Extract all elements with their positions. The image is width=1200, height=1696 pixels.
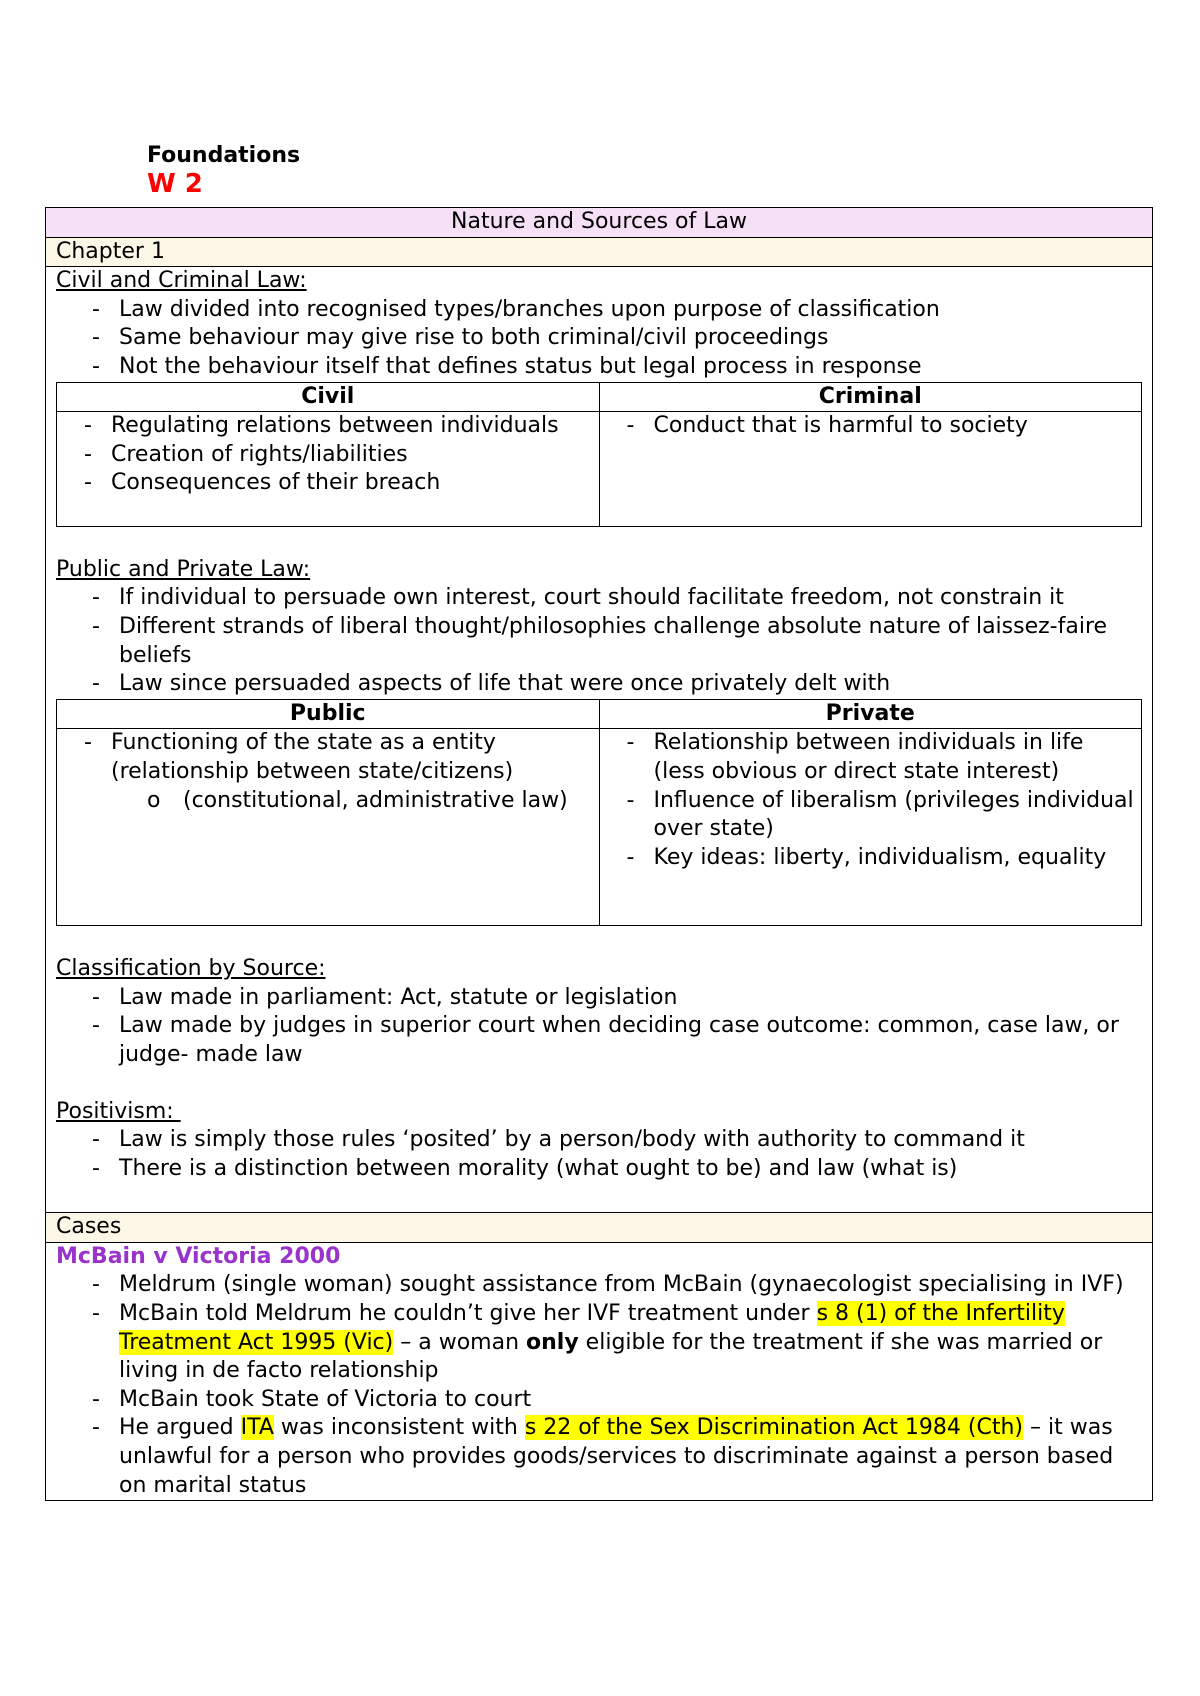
list-item: - Law since persuaded aspects of life that were once privately delt with <box>56 670 1142 699</box>
list-item: - Creation of rights/liabilities <box>62 441 594 470</box>
classification-points <box>56 984 1142 1070</box>
list-item: - Key ideas: liberty, individualism, equality <box>605 844 1137 873</box>
civil-criminal-points <box>56 296 1142 382</box>
page-header <box>147 143 300 199</box>
highlighted-citation: s 22 of the Sex Discrimination Act 1984 (Cth) <box>524 1415 1024 1441</box>
chapter-label: Chapter 1 <box>46 237 1153 267</box>
week-label: W 2 <box>147 169 203 199</box>
public-point: Functioning of the state as a entity (relationship between state/citizens) <box>111 730 514 784</box>
public-private-points <box>56 584 1142 698</box>
civil-cell <box>57 412 600 527</box>
private-cell <box>599 729 1142 926</box>
list-item <box>62 729 594 815</box>
list-item: - Law made by judges in superior court when deciding case outcome: common, case law, or judge- made law <box>56 1012 1142 1069</box>
list-item: - If individual to persuade own interest, court should facilitate freedom, not constrain it <box>56 584 1142 613</box>
list-item: - Regulating relations between individuals <box>62 412 594 441</box>
criminal-cell <box>599 412 1142 527</box>
case-points <box>56 1271 1142 1500</box>
public-cell <box>57 729 600 926</box>
criminal-header: Criminal <box>599 382 1142 412</box>
chapter-content <box>46 267 1153 1213</box>
list-item: - Meldrum (single woman) sought assistance from McBain (gynaecologist specialising in IVF) <box>56 1271 1142 1300</box>
list-item: - Consequences of their breach <box>62 469 594 498</box>
list-item: - Law divided into recognised types/branches upon purpose of classification <box>56 296 1142 325</box>
text-run: eligible for the treatment if she was married or living in de facto relationship <box>119 1329 1103 1384</box>
list-item: - McBain took State of Victoria to court <box>56 1386 1142 1415</box>
positivism-title: Positivism: <box>56 1098 181 1124</box>
text-run: was inconsistent with <box>273 1415 525 1441</box>
cases-label: Cases <box>46 1213 1153 1243</box>
list-item: - Law is simply those rules ‘posited’ by a person/body with authority to command it <box>56 1126 1142 1155</box>
list-item: o (constitutional, administrative law) <box>111 787 594 816</box>
civil-criminal-table <box>56 382 1142 528</box>
text-run: He argued <box>119 1415 241 1441</box>
classification-title: Classification by Source: <box>56 955 326 981</box>
text-run: – a woman <box>393 1329 527 1355</box>
public-private-title: Public and Private Law: <box>56 556 311 582</box>
list-item: - Different strands of liberal thought/philosophies challenge absolute nature of laissez-faire beliefs <box>56 613 1142 670</box>
public-header: Public <box>57 699 600 729</box>
notes-table <box>45 207 1153 1501</box>
civil-criminal-title: Civil and Criminal Law: <box>56 268 307 294</box>
list-item: - There is a distinction between morality (what ought to be) and law (what is) <box>56 1155 1142 1184</box>
private-header: Private <box>599 699 1142 729</box>
bold-word: only <box>526 1329 579 1355</box>
case-name: McBain v Victoria 2000 <box>56 1243 341 1269</box>
text-run: – it was unlawful for a person who provides goods/services to discriminate against a person based on marital status <box>119 1415 1114 1498</box>
positivism-points <box>56 1126 1142 1183</box>
document-title: Foundations <box>147 143 301 168</box>
list-item: - Relationship between individuals in life (less obvious or direct state interest) <box>605 729 1137 786</box>
cases-content <box>46 1242 1153 1500</box>
highlighted-term: ITA <box>240 1415 274 1441</box>
text-run: McBain told Meldrum he couldn’t give her IVF treatment under <box>119 1301 817 1327</box>
civil-header: Civil <box>57 382 600 412</box>
highlighted-citation: s 8 (1) of the Infertility Treatment Act 1995 (Vic) <box>119 1301 1065 1355</box>
public-private-table <box>56 699 1142 927</box>
list-item: - Same behaviour may give rise to both criminal/civil proceedings <box>56 324 1142 353</box>
list-item: - Conduct that is harmful to society <box>605 412 1137 441</box>
list-item <box>56 1300 1142 1386</box>
list-item <box>56 1414 1142 1500</box>
list-item: - Influence of liberalism (privileges individual over state) <box>605 787 1137 844</box>
section-heading: Nature and Sources of Law <box>46 208 1153 238</box>
list-item: - Not the behaviour itself that defines status but legal process in response <box>56 353 1142 382</box>
list-item: - Law made in parliament: Act, statute or legislation <box>56 984 1142 1013</box>
